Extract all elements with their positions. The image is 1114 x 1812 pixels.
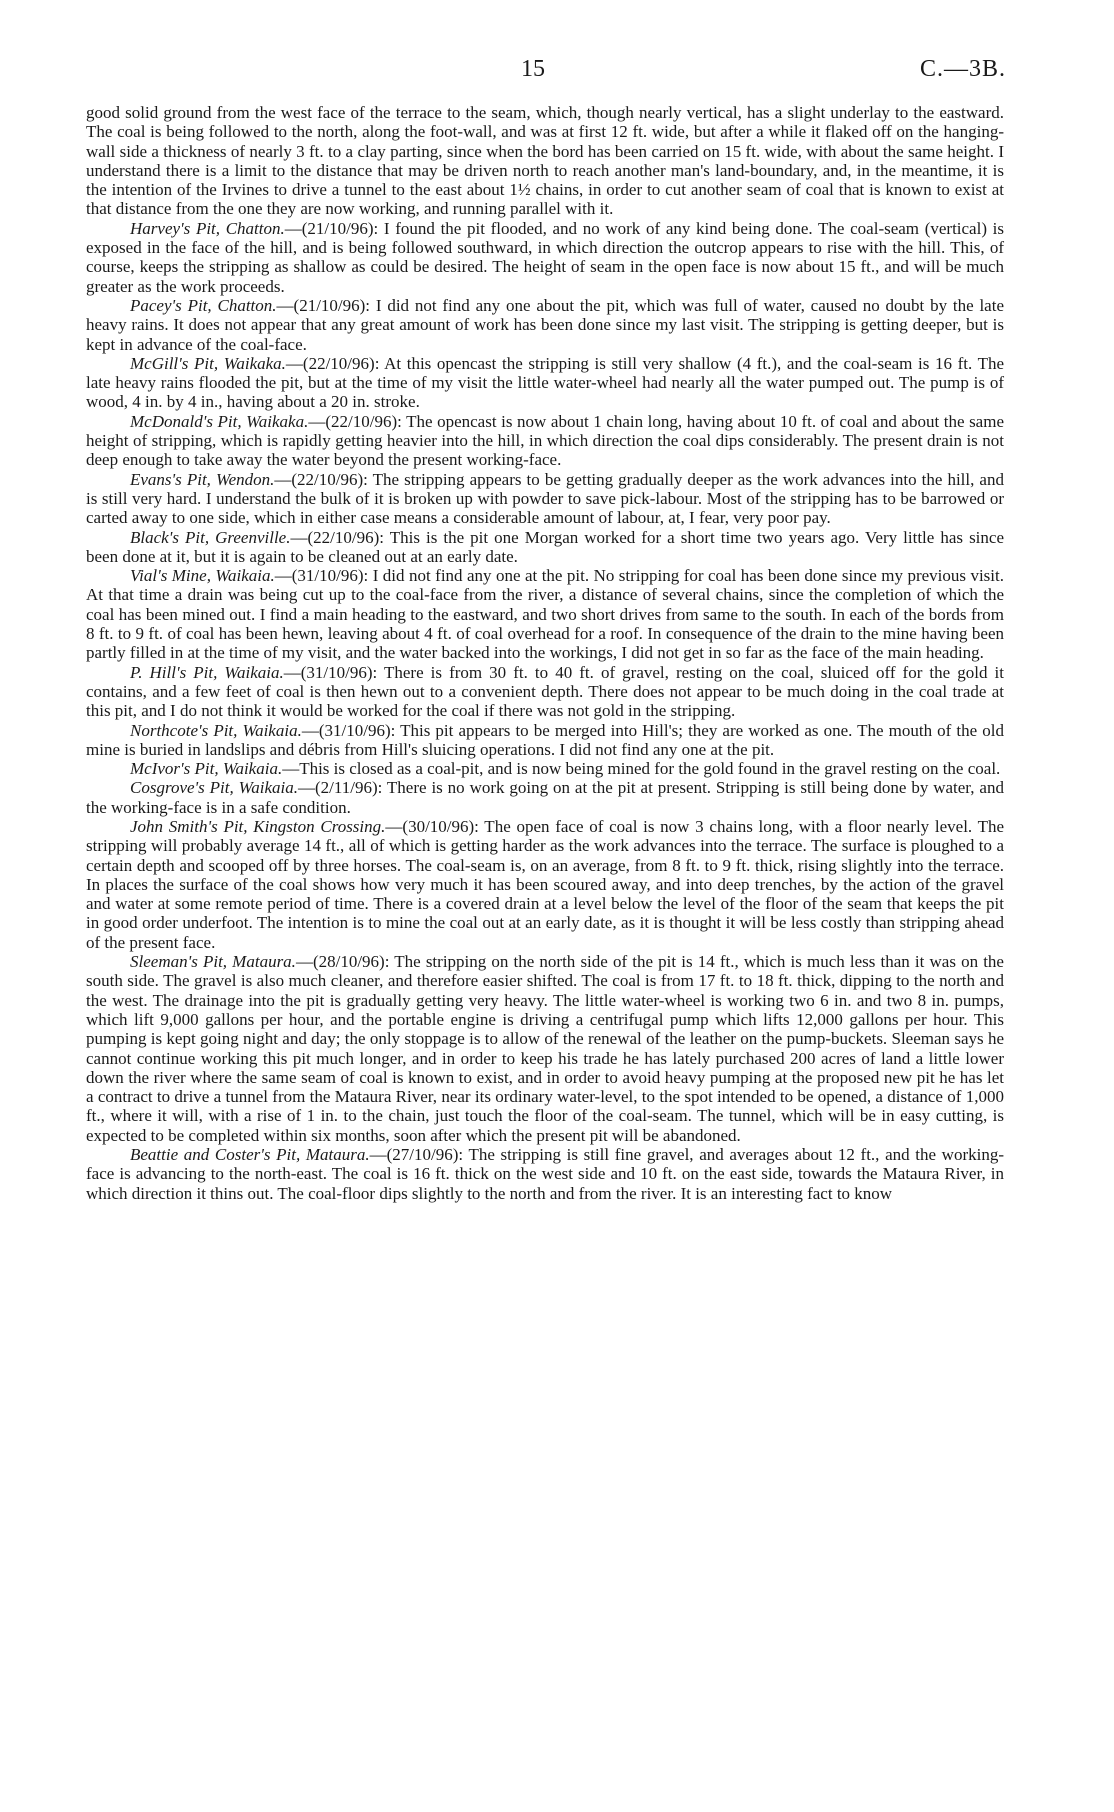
pit-title: Beattie and Coster's Pit, Mataura. (130, 1145, 370, 1165)
pit-entry-northcote (86, 721, 1004, 760)
paragraph-text: —(30/10/96): The open face of coal is now 3 chains long, with a floor nearly level. The stripping will probably average 14 ft., all of which is getting harder as the work advances into the terrace. The surface is ploughed to a certain depth and scooped off by three horses. The coal-seam is, on an average, from 8 ft. to 9 ft. thick, rising slightly into the terrace. In places the surface of the coal shows how very much it has been scoured away, and into deep trenches, by the action of the gravel and water at some remote period of time. There is a covered drain at a level below the level of the floor of the seam that keeps the pit in good order underfoot. The intention is to mine the coal out at an early date, as it is thought it will be less costly than stripping ahead of the present face. (86, 816, 1005, 952)
paragraph-continuation (86, 103, 1004, 219)
pit-entry-john-smith (86, 817, 1004, 952)
paragraph-text: —(31/10/96): This pit appears to be merged into Hill's; they are worked as one. The mouth of the old mine is buried in landslips and débris from Hill's sluicing operations. I did not find any one at the pit. (86, 720, 1005, 759)
pit-entry-mcivor (86, 759, 1004, 778)
paragraph-text: —(28/10/96): The stripping on the north side of the pit is 14 ft., which is much less than it was on the south side. The gravel is also much cleaner, and therefore easier shifted. The coal is from 17 ft. to 18 ft. thick, dipping to the north and the west. The drainage into the pit is gradually getting very heavy. The little water-wheel is working two 6 in. and two 8 in. pumps, which lift 9,000 gallons per hour, and the portable engine is driving a centrifugal pump which lifts 12,000 gallons per hour. This pumping is kept going night and day; the only stoppage is to allow of the renewal of the leather on the pump-buckets. Sleeman says he cannot continue working this pit much longer, and in order to keep his trade he has lately purchased 200 acres of land a little lower down the river where the same seam of coal is known to exist, and in order to avoid heavy pumping at the proposed new pit he has let a contract to drive a tunnel from the Mataura River, near its ordinary water-level, to the spot intended to be opened, a distance of 1,000 ft., where it will, with a rise of 1 in. to the chain, just touch the floor of the coal-seam. The tunnel, which will be in easy cutting, is expected to be completed within six months, soon after which the present pit will be abandoned. (86, 952, 1004, 1145)
paragraph-text: —(31/10/96): I did not find any one at the pit. No stripping for coal has been done since my previous visit. At that time a drain was being cut up to the coal-face from the river, a distance of several chains, since the completion of which the coal has been mined out. I find a main heading to the eastward, and two short drives from same to the south. In each of the bords from 8 ft. to 9 ft. of coal has been hewn, leaving about 4 ft. of coal overhead for a roof. In consequence of the drain to the mine having been partly filled in at the time of my visit, and the water backed into the workings, I did not get in so far as the face of the main heading. (86, 566, 1004, 663)
paragraph-text: —(21/10/96): I found the pit flooded, and no work of any kind being done. The coal-seam (vertical) is exposed in the face of the hill, and is being followed southward, in which direction the outcrop appears to rise with the hill. This, of course, keeps the stripping as shallow as could be desired. The height of seam in the open face is now about 15 ft., and will be much greater as the work proceeds. (86, 218, 1004, 296)
pit-title: Cosgrove's Pit, Waikaia. (130, 778, 298, 798)
pit-entry-evans (86, 470, 1004, 528)
paragraph-text: —(2/11/96): There is no work going on at the pit at present. Stripping is still being done by water, and the working-face is in a safe condition. (86, 778, 1004, 817)
page-number: 15 (521, 56, 545, 82)
pit-title: Sleeman's Pit, Mataura. (130, 952, 296, 972)
pit-entry-mcdonald (86, 412, 1004, 470)
pit-entry-vial (86, 566, 1004, 662)
pit-entry-sleeman (86, 952, 1004, 1145)
paragraph-text: —(22/10/96): The stripping appears to be getting gradually deeper as the work advances into the hill, and is still very hard. I understand the bulk of it is broken up with powder to save pick-labour. Most of the stripping has to be barrowed or carted away to one side, which in either case means a considerable amount of labour, at, I fear, very poor pay. (86, 469, 1004, 528)
paragraph-text: —(27/10/96): The stripping is still fine gravel, and averages about 12 ft., and the working-face is advancing to the north-east. The coal is 16 ft. thick on the west side and 10 ft. on the east side, towards the Mataura River, in which direction it thins out. The coal-floor dips slightly to the north and from the river. It is an interesting fact to know (86, 1145, 1004, 1203)
report-body (86, 103, 1004, 1203)
pit-entry-beattie-coster (86, 1145, 1004, 1203)
pit-title: P. Hill's Pit, Waikaia. (130, 662, 284, 682)
pit-title: McDonald's Pit, Waikaka. (130, 411, 309, 431)
paragraph-text: —(22/10/96): This is the pit one Morgan worked for a short time two years ago. Very little has since been done at it, but it is again to be cleaned out at an early date. (86, 527, 1004, 566)
pit-title: Evans's Pit, Wendon. (130, 469, 275, 489)
pit-title: Pacey's Pit, Chatton. (130, 295, 277, 315)
pit-title: Harvey's Pit, Chatton. (130, 218, 285, 238)
pit-entry-pacey (86, 296, 1004, 354)
pit-title: McIvor's Pit, Waikaia. (130, 759, 283, 779)
pit-entry-black (86, 528, 1004, 567)
paragraph-text: —(22/10/96): At this opencast the stripping is still very shallow (4 ft.), and the coal-seam is 16 ft. The late heavy rains flooded the pit, but at the time of my visit the little water-wheel had nearly all the water pumped out. The pump is of wood, 4 in. by 4 in., having about a 20 in. stroke. (86, 353, 1005, 412)
paragraph-text: —This is closed as a coal-pit, and is now being mined for the gold found in the gravel resting on the coal. (282, 759, 1001, 779)
pit-title: Black's Pit, Greenville. (130, 527, 291, 547)
pit-entry-mcgill (86, 354, 1004, 412)
pit-entry-harvey (86, 219, 1004, 296)
series-reference: C.—3B. (919, 56, 1006, 82)
page-header (0, 48, 1114, 84)
pit-title: McGill's Pit, Waikaka. (130, 353, 286, 373)
paragraph-text: —(22/10/96): The opencast is now about 1 chain long, having about 10 ft. of coal and about the same height of stripping, which is rapidly getting heavier into the hill, in which direction the coal dips considerably. The present drain is not deep enough to take away the water beyond the present working-face. (86, 411, 1005, 470)
pit-entry-hill (86, 663, 1004, 721)
pit-title: Vial's Mine, Waikaia. (130, 566, 275, 586)
pit-entry-cosgrove (86, 778, 1004, 817)
paragraph-text: —(21/10/96): I did not find any one about the pit, which was full of water, caused no doubt by the late heavy rains. It does not appear that any great amount of work has been done since my last visit. The stripping is getting deeper, but is kept in advance of the coal-face. (86, 295, 1004, 354)
pit-title: John Smith's Pit, Kingston Crossing. (130, 816, 386, 836)
paragraph-text: good solid ground from the west face of the terrace to the seam, which, though nearly vertical, has a slight underlay to the eastward. The coal is being followed to the north, along the foot-wall, and was at first 12 ft. wide, but after a while it flaked off on the hanging-wall side a thickness of nearly 3 ft. to a clay parting, since when the bord has been carried on 15 ft. wide, with about the same height. I understand there is a limit to the distance that may be driven north to reach another man's land-boundary, and, in the meantime, it is the intention of the Irvines to drive a tunnel to the east about 1½ chains, in order to cut another seam of coal that is known to exist at that distance from the one they are now working, and running parallel with it. (86, 103, 1004, 219)
paragraph-text: —(31/10/96): There is from 30 ft. to 40 ft. of gravel, resting on the coal, sluiced off for the gold it contains, and a few feet of coal is then hewn out to a convenient depth. There does not appear to be much doing in the coal trade at this pit, and I do not think it would be worked for the coal if there was not gold in the stripping. (86, 662, 1004, 721)
pit-title: Northcote's Pit, Waikaia. (130, 720, 302, 740)
